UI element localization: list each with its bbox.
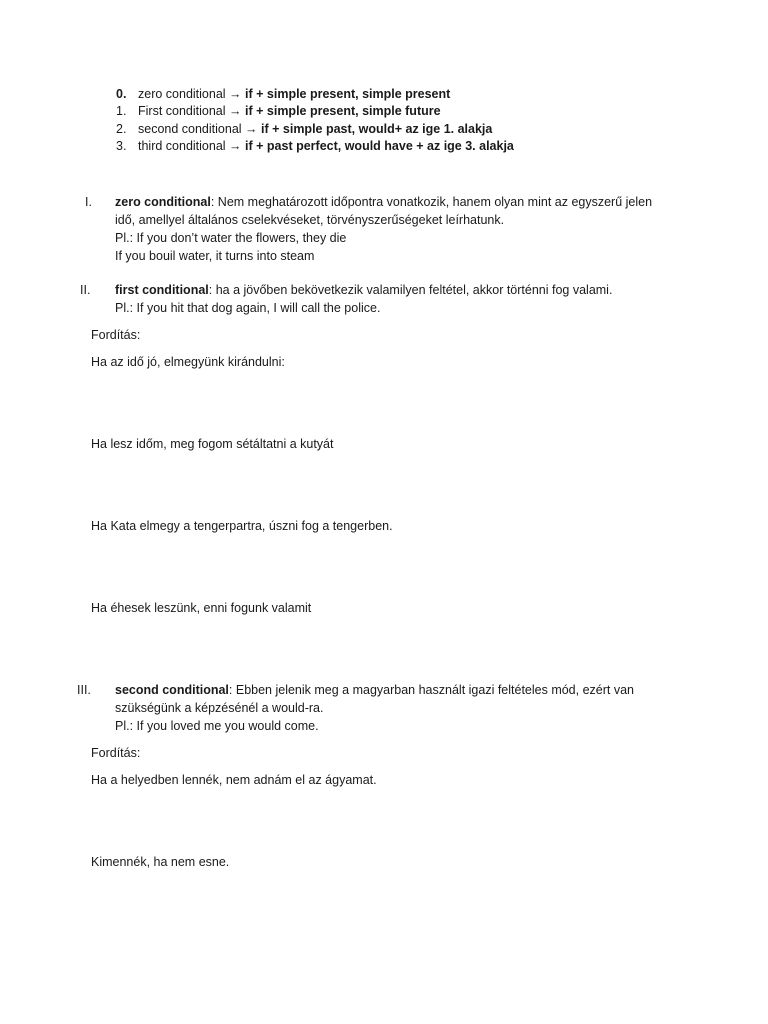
arrow-icon: → bbox=[229, 139, 242, 153]
list-item bbox=[116, 102, 126, 120]
list-item bbox=[116, 85, 126, 103]
conditional-rule: if + simple present, simple present bbox=[245, 87, 451, 101]
conditional-name: third conditional bbox=[138, 139, 226, 153]
arrow-icon: → bbox=[245, 122, 258, 136]
conditional-name: First conditional bbox=[138, 104, 226, 118]
translation-sentence: Ha lesz időm, meg fogom sétáltatni a kutyát bbox=[91, 437, 334, 451]
definition-line bbox=[115, 193, 652, 211]
translate-label: Fordítás: bbox=[91, 746, 141, 760]
conditional-name: zero conditional bbox=[138, 87, 226, 101]
translation-sentence: Ha az idő jó, elmegyünk kirándulni: bbox=[91, 355, 285, 369]
conditional-rule: if + simple present, simple future bbox=[245, 104, 441, 118]
example-sentence: Pl.: If you loved me you would come. bbox=[115, 719, 319, 733]
definition-text: : Nem meghatározott időpontra vonatkozik, hanem olyan mint az egyszerű jelen bbox=[210, 195, 653, 209]
conditional-name: second conditional bbox=[138, 122, 242, 136]
section-term: second conditional bbox=[115, 683, 229, 697]
list-item-text bbox=[138, 102, 441, 120]
definition-line bbox=[115, 681, 634, 699]
conditional-rule: if + past perfect, would have + az ige 3. alakja bbox=[245, 139, 514, 153]
definition-text: : Ebben jelenik meg a magyarban használt igazi feltételes mód, ezért van bbox=[228, 683, 634, 697]
list-item-text bbox=[138, 85, 450, 103]
section-term: first conditional bbox=[115, 283, 209, 297]
list-item-text bbox=[138, 137, 514, 155]
section-term: zero conditional bbox=[115, 195, 211, 209]
list-item bbox=[116, 120, 126, 138]
definition-line: szükségünk a képzésénél a would-ra. bbox=[115, 701, 324, 715]
translation-sentence: Ha Kata elmegy a tengerpartra, úszni fog a tengerben. bbox=[91, 519, 393, 533]
translation-sentence: Ha éhesek leszünk, enni fogunk valamit bbox=[91, 601, 312, 615]
example-sentence: If you bouil water, it turns into steam bbox=[115, 249, 315, 263]
arrow-icon: → bbox=[229, 87, 242, 101]
section-body bbox=[115, 281, 612, 317]
translate-label: Fordítás: bbox=[91, 328, 141, 342]
section-numeral: I. bbox=[85, 195, 92, 209]
example-sentence: Pl.: If you hit that dog again, I will call the police. bbox=[115, 301, 381, 315]
list-item bbox=[116, 137, 126, 155]
translation-sentence: Ha a helyedben lennék, nem adnám el az ágyamat. bbox=[91, 773, 377, 787]
definition-text: : ha a jövőben bekövetkezik valamilyen feltétel, akkor történni fog valami. bbox=[208, 283, 613, 297]
list-number: 1. bbox=[116, 104, 127, 118]
conditional-rule: if + simple past, would+ az ige 1. alakja bbox=[261, 122, 493, 136]
list-number: 3. bbox=[116, 139, 127, 153]
definition-line: idő, amellyel általános cselekvéseket, törvényszerűségeket leírhatunk. bbox=[115, 213, 505, 227]
translation-sentence: Kimennék, ha nem esne. bbox=[91, 855, 230, 869]
section-body bbox=[115, 193, 652, 265]
list-number: 0. bbox=[116, 87, 127, 101]
definition-line bbox=[115, 281, 612, 299]
list-number: 2. bbox=[116, 122, 127, 136]
example-sentence: Pl.: If you don’t water the flowers, they die bbox=[115, 231, 347, 245]
arrow-icon: → bbox=[229, 104, 242, 118]
section-body bbox=[115, 681, 634, 735]
section-numeral: III. bbox=[77, 683, 91, 697]
section-numeral: II. bbox=[80, 283, 91, 297]
list-item-text bbox=[138, 120, 492, 138]
